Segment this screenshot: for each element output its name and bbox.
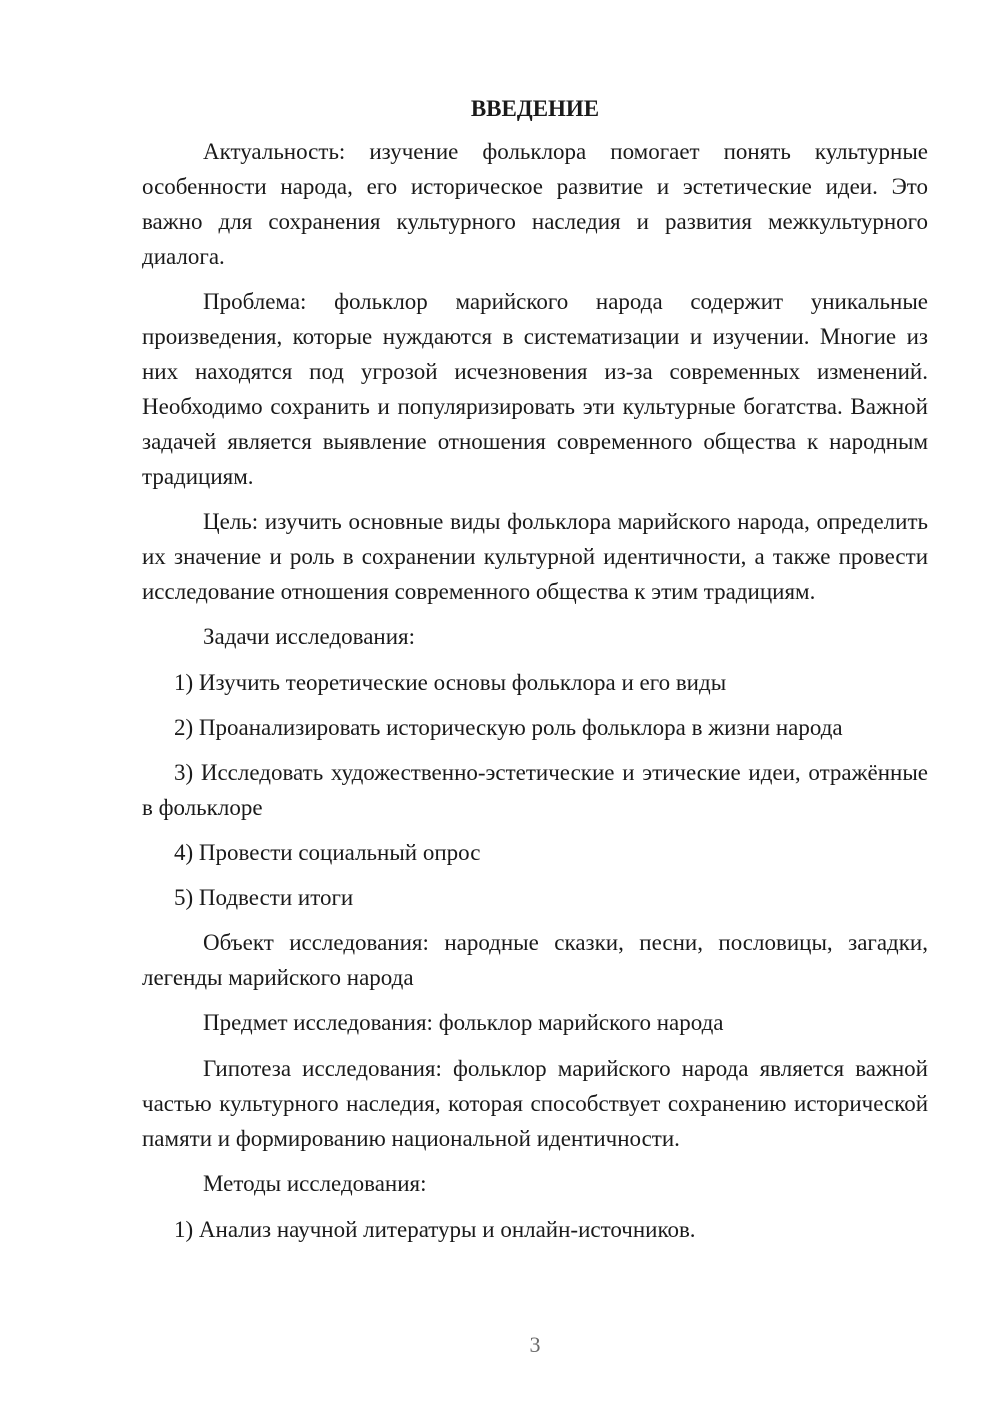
paragraph-problem: Проблема: фольклор марийского народа содержит уникальные произведения, которые нуждаются в систематизации и изучении. Многие из них находятся под угрозой исчезновения из-за современных изменений. Необходимо сохранить и популяризировать эти культурные богатства. Важной задачей является выявление отношения современного общества к народным традициям.: [142, 289, 928, 489]
paragraph-hypothesis: Гипотеза исследования: фольклор марийского народа является важной частью культурного наследия, которая способствует сохранению исторической памяти и формированию национальной идентичности.: [142, 1056, 928, 1151]
page-content: [142, 96, 928, 1257]
tasks-heading: Задачи исследования:: [203, 624, 416, 649]
methods-heading: Методы исследования:: [203, 1171, 427, 1196]
page-number: 3: [529, 1332, 541, 1357]
task-item: 3) Исследовать художественно-эстетические и этические идеи, отражённые в фольклоре: [142, 760, 928, 820]
task-item: 5) Подвести итоги: [174, 885, 354, 910]
paragraph-goal: Цель: изучить основные виды фольклора марийского народа, определить их значение и роль в сохранении культурной идентичности, а также провести исследование отношения современного общества к этим традициям.: [142, 509, 928, 604]
paragraph-object: Объект исследования: народные сказки, песни, пословицы, загадки, легенды марийского народа: [142, 930, 928, 990]
paragraph-subject: Предмет исследования: фольклор марийского народа: [203, 1010, 724, 1035]
task-item: 2) Проанализировать историческую роль фольклора в жизни народа: [174, 715, 843, 740]
task-item: 1) Изучить теоретические основы фольклора и его виды: [174, 670, 727, 695]
task-item: 4) Провести социальный опрос: [174, 840, 481, 865]
paragraph-relevance: Актуальность: изучение фольклора помогает понять культурные особенности народа, его историческое развитие и эстетические идеи. Это важно для сохранения культурного наследия и развития межкультурного диалога.: [142, 139, 928, 269]
section-title: ВВЕДЕНИЕ: [470, 96, 600, 121]
method-item: 1) Анализ научной литературы и онлайн-источников.: [174, 1217, 696, 1242]
